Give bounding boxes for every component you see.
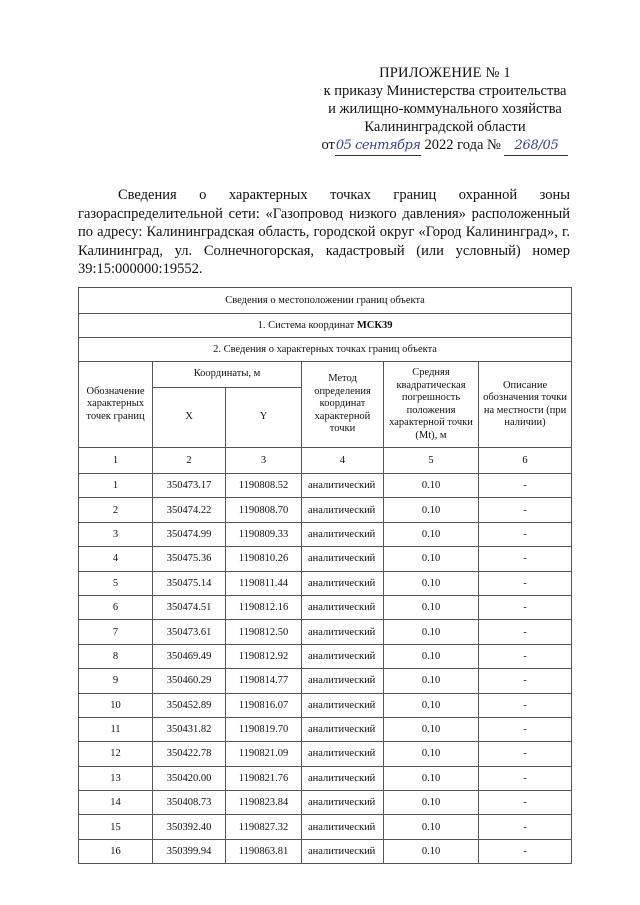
- method: аналитический: [302, 815, 384, 839]
- header-mean-error: Средняя квадратическая погрешность положения характерной точки (Mt), м: [384, 362, 479, 448]
- mean-error: 0.10: [384, 669, 479, 693]
- handwritten-order-number: 268/05: [504, 137, 568, 156]
- coordinate-x: 350422.78: [153, 742, 226, 766]
- mean-error: 0.10: [384, 717, 479, 741]
- point-number: 5: [79, 571, 153, 595]
- description: -: [479, 547, 572, 571]
- point-number: 11: [79, 717, 153, 741]
- mean-error: 0.10: [384, 571, 479, 595]
- method: аналитический: [302, 742, 384, 766]
- coordinate-x: 350452.89: [153, 693, 226, 717]
- coordinate-x: 350469.49: [153, 644, 226, 668]
- coordinate-x: 350420.00: [153, 766, 226, 790]
- year-text: 2022 года №: [424, 137, 501, 153]
- table-row: [79, 742, 572, 766]
- coordinate-y: 1190810.26: [226, 547, 302, 571]
- coordinate-x: 350473.17: [153, 474, 226, 498]
- description: -: [479, 839, 572, 863]
- column-number: 1: [79, 448, 153, 474]
- coordinate-y: 1190814.77: [226, 669, 302, 693]
- section-2-title: 2. Сведения о характерных точках границ объекта: [79, 338, 572, 362]
- description: -: [479, 498, 572, 522]
- point-number: 16: [79, 839, 153, 863]
- mean-error: 0.10: [384, 644, 479, 668]
- description: -: [479, 766, 572, 790]
- coordinate-y: 1190812.16: [226, 595, 302, 619]
- description: -: [479, 522, 572, 546]
- table-row: [79, 669, 572, 693]
- order-line-2: и жилищно-коммунального хозяйства: [328, 101, 562, 117]
- coordinate-x: 350392.40: [153, 815, 226, 839]
- order-line-1: к приказу Министерства строительства: [323, 83, 567, 99]
- header-point-designation: Обозначение характерных точек границ: [79, 362, 153, 448]
- coordinate-y: 1190819.70: [226, 717, 302, 741]
- coordinate-x: 350474.22: [153, 498, 226, 522]
- table-row: [79, 595, 572, 619]
- coordinate-y: 1190809.33: [226, 522, 302, 546]
- coordinate-system-value: МСК39: [356, 320, 393, 331]
- description: -: [479, 571, 572, 595]
- table-row: [79, 791, 572, 815]
- coordinate-y: 1190811.44: [226, 571, 302, 595]
- point-number: 13: [79, 766, 153, 790]
- description: -: [479, 693, 572, 717]
- coordinate-y: 1190816.07: [226, 693, 302, 717]
- method: аналитический: [302, 571, 384, 595]
- point-number: 12: [79, 742, 153, 766]
- mean-error: 0.10: [384, 742, 479, 766]
- column-number: 3: [226, 448, 302, 474]
- method: аналитический: [302, 522, 384, 546]
- coordinate-x: 350460.29: [153, 669, 226, 693]
- coordinate-x: 350408.73: [153, 791, 226, 815]
- column-number: 6: [479, 448, 572, 474]
- header-coordinates: Координаты, м: [153, 362, 302, 388]
- date-prefix: от: [321, 137, 335, 153]
- coordinate-y: 1190821.76: [226, 766, 302, 790]
- description: -: [479, 717, 572, 741]
- table-row: [79, 620, 572, 644]
- mean-error: 0.10: [384, 498, 479, 522]
- point-number: 7: [79, 620, 153, 644]
- coordinate-y: 1190808.70: [226, 498, 302, 522]
- column-number: 5: [384, 448, 479, 474]
- description: -: [479, 644, 572, 668]
- method: аналитический: [302, 717, 384, 741]
- description: -: [479, 620, 572, 644]
- point-number: 2: [79, 498, 153, 522]
- table-row: [79, 522, 572, 546]
- method: аналитический: [302, 669, 384, 693]
- coordinate-y: 1190812.92: [226, 644, 302, 668]
- header-x: X: [153, 388, 226, 448]
- table-row: [79, 644, 572, 668]
- point-number: 14: [79, 791, 153, 815]
- method: аналитический: [302, 547, 384, 571]
- coordinate-y: 1190863.81: [226, 839, 302, 863]
- point-number: 9: [79, 669, 153, 693]
- method: аналитический: [302, 595, 384, 619]
- coordinate-system-label: 1. Система координат: [257, 320, 355, 331]
- mean-error: 0.10: [384, 620, 479, 644]
- coordinate-y: 1190823.84: [226, 791, 302, 815]
- table-caption: Сведения о местоположении границ объекта: [79, 288, 572, 314]
- coordinate-x: 350431.82: [153, 717, 226, 741]
- table-row: [79, 815, 572, 839]
- mean-error: 0.10: [384, 474, 479, 498]
- coordinate-y: 1190821.09: [226, 742, 302, 766]
- point-number: 15: [79, 815, 153, 839]
- description: -: [479, 474, 572, 498]
- mean-error: 0.10: [384, 839, 479, 863]
- description: -: [479, 791, 572, 815]
- mean-error: 0.10: [384, 693, 479, 717]
- point-number: 4: [79, 547, 153, 571]
- coordinate-x: 350475.36: [153, 547, 226, 571]
- appendix-title: ПРИЛОЖЕНИЕ № 1: [379, 65, 511, 81]
- method: аналитический: [302, 498, 384, 522]
- coordinate-x: 350474.99: [153, 522, 226, 546]
- mean-error: 0.10: [384, 815, 479, 839]
- point-number: 3: [79, 522, 153, 546]
- description: -: [479, 742, 572, 766]
- header-y: Y: [226, 388, 302, 448]
- order-date-line: [300, 136, 590, 156]
- method: аналитический: [302, 766, 384, 790]
- column-number: 4: [302, 448, 384, 474]
- column-numbers-row: [79, 448, 572, 474]
- header-description: Описание обозначения точки на местности (при наличии): [479, 362, 572, 448]
- coordinate-system-row: [79, 314, 572, 338]
- coordinate-y: 1190812.50: [226, 620, 302, 644]
- method: аналитический: [302, 644, 384, 668]
- table-row: [79, 571, 572, 595]
- coordinate-x: 350475.14: [153, 571, 226, 595]
- table-row: [79, 474, 572, 498]
- handwritten-date: 05 сентября: [335, 137, 421, 156]
- document-header: [300, 64, 590, 156]
- table-row: [79, 717, 572, 741]
- mean-error: 0.10: [384, 595, 479, 619]
- column-number: 2: [153, 448, 226, 474]
- mean-error: 0.10: [384, 547, 479, 571]
- point-number: 8: [79, 644, 153, 668]
- intro-paragraph: Сведения о характерных точках границ охранной зоны газораспределительной сети: «Газопровод низкого давления» расположенный по адресу: Калининградская область, городской округ «Город Калининград», г. Калининград, ул. Солнечногорская, кадастровый (или условный) номер 39:15:000000:19552.: [78, 187, 570, 277]
- coordinate-x: 350399.94: [153, 839, 226, 863]
- description: -: [479, 815, 572, 839]
- coordinate-x: 350473.61: [153, 620, 226, 644]
- table-row: [79, 693, 572, 717]
- boundary-points-table: [78, 287, 572, 864]
- point-number: 1: [79, 474, 153, 498]
- table-row: [79, 766, 572, 790]
- method: аналитический: [302, 620, 384, 644]
- order-line-3: Калининградской области: [364, 119, 526, 135]
- point-number: 6: [79, 595, 153, 619]
- coordinate-y: 1190827.32: [226, 815, 302, 839]
- mean-error: 0.10: [384, 766, 479, 790]
- method: аналитический: [302, 693, 384, 717]
- table-row: [79, 547, 572, 571]
- point-number: 10: [79, 693, 153, 717]
- coordinate-y: 1190808.52: [226, 474, 302, 498]
- description: -: [479, 669, 572, 693]
- table-row: [79, 498, 572, 522]
- method: аналитический: [302, 839, 384, 863]
- method: аналитический: [302, 474, 384, 498]
- mean-error: 0.10: [384, 791, 479, 815]
- coordinate-x: 350474.51: [153, 595, 226, 619]
- mean-error: 0.10: [384, 522, 479, 546]
- description: -: [479, 595, 572, 619]
- method: аналитический: [302, 791, 384, 815]
- table-row: [79, 839, 572, 863]
- header-method: Метод определения координат характерной точки: [302, 362, 384, 448]
